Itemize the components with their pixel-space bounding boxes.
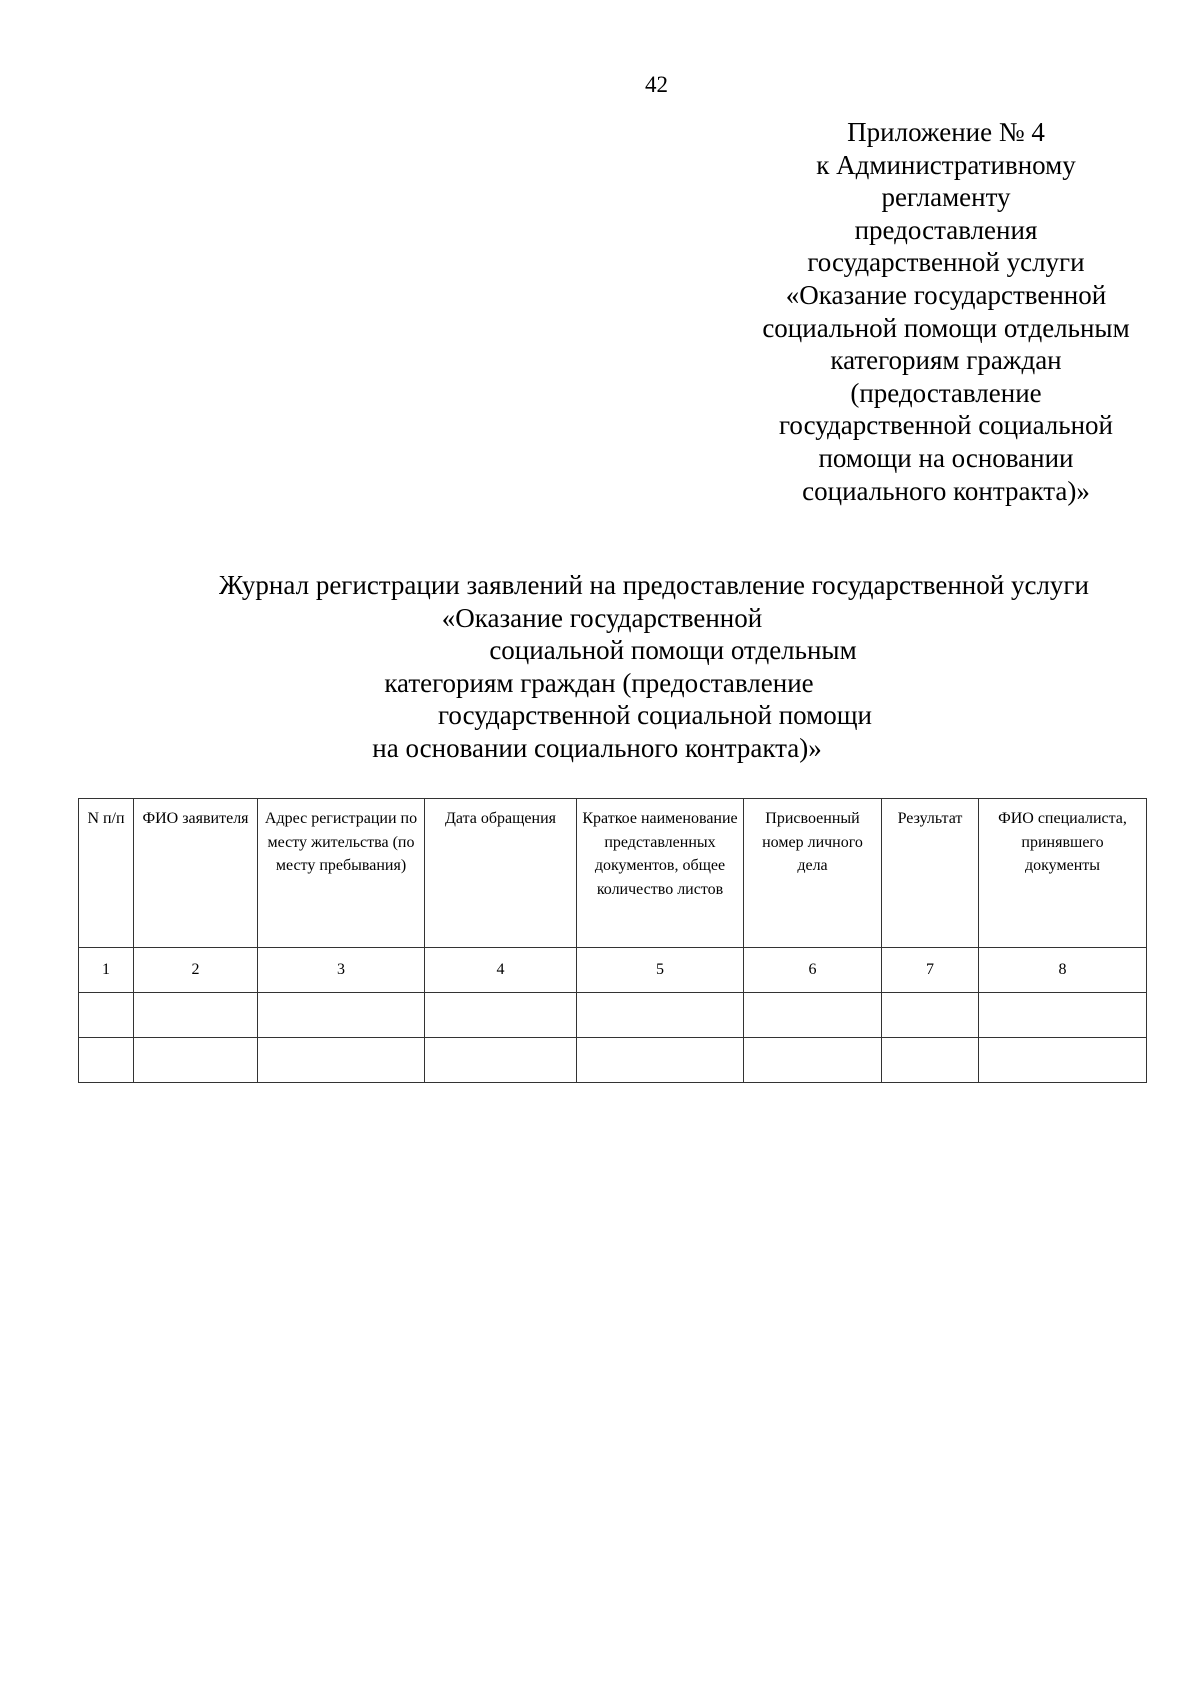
table-row [79, 993, 1147, 1038]
table-cell [79, 993, 134, 1038]
journal-title-line: социальной помощи отдельным [489, 635, 857, 665]
journal-title-line: «Оказание государственной [441, 602, 763, 633]
page-number: 42 [645, 72, 668, 97]
table-cell [425, 1038, 577, 1083]
table-cell [258, 1038, 425, 1083]
column-number: 8 [979, 948, 1147, 993]
column-number: 1 [79, 948, 134, 993]
column-header-case-number: Присвоенный номер личного дела [744, 799, 882, 948]
column-header-result: Результат [882, 799, 979, 948]
appendix-line: регламенту [881, 182, 1011, 213]
appendix-line: социальной помощи отдельным [762, 312, 1130, 343]
appendix-line: государственной услуги [807, 247, 1085, 278]
table-row [79, 1038, 1147, 1083]
journal-title [0, 569, 1200, 764]
column-header-address: Адрес регистрации по месту жительства (по месту пребывания) [258, 799, 425, 948]
table-cell [425, 993, 577, 1038]
registration-journal-table [78, 798, 1147, 1083]
appendix-line: социального контракта)» [802, 475, 1090, 506]
table-cell [134, 1038, 258, 1083]
appendix-line: (предоставление [850, 377, 1042, 408]
table-cell [79, 1038, 134, 1083]
table-cell [577, 1038, 744, 1083]
table-cell [882, 993, 979, 1038]
column-header-applicant-name: ФИО заявителя [134, 799, 258, 948]
column-header-documents: Краткое наименование представленных документов, общее количество листов [577, 799, 744, 948]
journal-title-line: государственной социальной помощи [438, 700, 872, 730]
journal-title-line: Журнал регистрации заявлений на предоставление государственной услуги [219, 570, 1089, 600]
appendix-line: предоставления [854, 214, 1038, 245]
appendix-header [718, 116, 1174, 507]
appendix-line: государственной социальной [779, 410, 1113, 441]
column-number-row [79, 948, 1147, 993]
column-header-specialist: ФИО специалиста, принявшего документы [979, 799, 1147, 948]
appendix-line: «Оказание государственной [785, 279, 1107, 310]
table-cell [744, 993, 882, 1038]
journal-title-line: на основании социального контракта)» [372, 732, 822, 763]
column-number: 4 [425, 948, 577, 993]
table-cell [134, 993, 258, 1038]
appendix-line: Приложение № 4 [847, 117, 1045, 147]
column-header-number: N п/п [79, 799, 134, 948]
column-header-request-date: Дата обращения [425, 799, 577, 948]
appendix-line: к Административному [816, 149, 1076, 180]
column-number: 6 [744, 948, 882, 993]
appendix-line: помощи на основании [818, 442, 1074, 473]
table-header-row [79, 799, 1147, 948]
column-number: 5 [577, 948, 744, 993]
column-number: 7 [882, 948, 979, 993]
table-cell [744, 1038, 882, 1083]
column-number: 2 [134, 948, 258, 993]
table-cell [577, 993, 744, 1038]
appendix-line: категориям граждан [830, 345, 1062, 376]
table-cell [979, 993, 1147, 1038]
column-number: 3 [258, 948, 425, 993]
table-cell [882, 1038, 979, 1083]
journal-title-line: категориям граждан (предоставление [384, 667, 814, 698]
table-cell [258, 993, 425, 1038]
table-cell [979, 1038, 1147, 1083]
